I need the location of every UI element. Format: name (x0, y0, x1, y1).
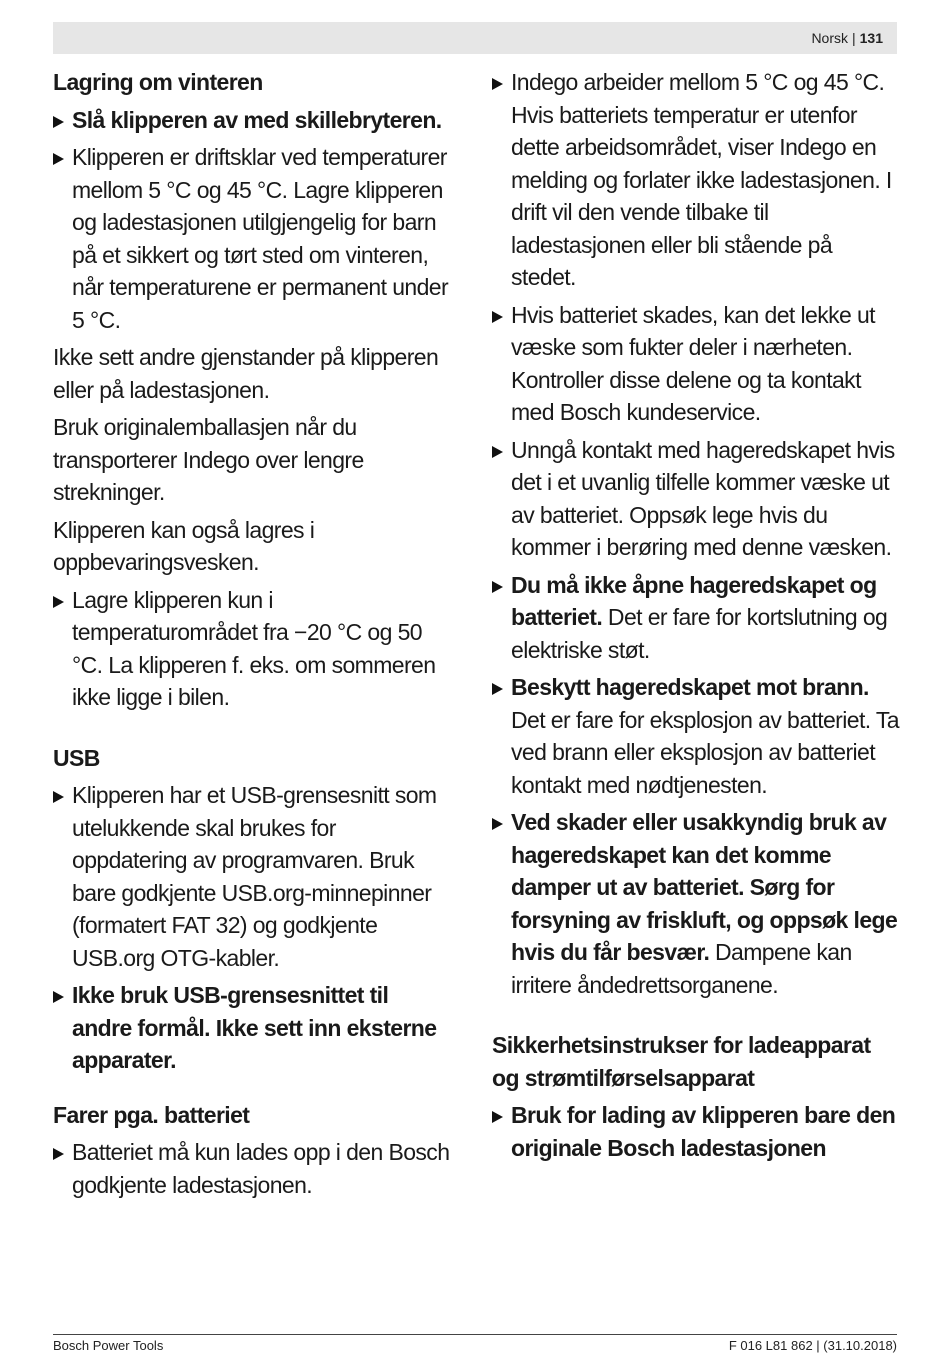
paragraph-storage-bag: Klipperen kan også lagres i oppbevaringsvesken. (53, 516, 315, 575)
bullet-vapors-bold: Ved skader eller usakkyndig bruk av hageredskapet kan det komme damper ut av batteriet. Sørg for forsyning av friskluft, og oppsøk lege hvis du får besvær. (511, 809, 898, 965)
bullet-switch-off: Slå klipperen av med skillebryteren. (53, 104, 453, 137)
bullet-usb-interface: Klipperen har et USB-grensesnitt som utelukkende skal brukes for oppdatering av programvaren. Bruk bare godkjente USB.org-minnepinner (formatert FAT 32) og godkjente USB.org OTG-kabler. (53, 779, 453, 974)
footer-doc-number: F 016 L81 862 | (31.10.2018) (728, 1338, 897, 1353)
heading-battery-hazards: Farer pga. batteriet (53, 1101, 250, 1128)
header-separator: | (852, 30, 856, 46)
bullet-original-charger: Bruk for lading av klipperen bare den originale Bosch ladestasjonen (492, 1099, 902, 1164)
heading-winter-storage: Lagring om vinteren (53, 69, 263, 95)
bullet-battery-leak: Hvis batteriet skades, kan det lekke ut væske som fukter deler i nærheten. Kontroller disse delene og ta kontakt med Bosch kundeservice. (492, 299, 902, 429)
header-section: Norsk (811, 30, 848, 46)
bullet-do-not-open-bold: Du må ikke åpne hageredskapet og batteriet. (511, 571, 877, 630)
paragraph-original-packaging: Bruk originalemballasjen når du transporterer Indego over lengre strekninger. (53, 414, 364, 505)
bullet-vapors-rest: Dampene kan irritere åndedrettsorganene. (511, 939, 852, 998)
bullet-vapors (492, 806, 902, 1001)
paragraph-no-objects: Ikke sett andre gjenstander på klipperen eller på ladestasjonen. (53, 344, 439, 403)
bullet-storage-temp: Lagre klipperen kun i temperaturområdet fra −20 °C og 50 °C. La klipperen f. eks. om sommeren ikke ligge i bilen. (53, 584, 453, 714)
bullet-battery-charging: Batteriet må kun lades opp i den Bosch godkjente ladestasjonen. (53, 1136, 453, 1201)
bullet-do-not-open-rest: Det er fare for kortslutning og elektriske støt. (511, 604, 888, 663)
page-number: 131 (859, 30, 883, 46)
heading-usb: USB (53, 744, 100, 771)
right-column (492, 66, 902, 1164)
footer-publisher: Bosch Power Tools (53, 1338, 164, 1353)
bullet-indego-temp: Indego arbeider mellom 5 °C og 45 °C. Hvis batteriets temperatur er utenfor dette arbeidsområdet, viser Indego en melding og forlater ikke ladestasjonen. I drift vil den vende tilbake til ladestasjonen eller bli stående på stedet. (492, 66, 902, 294)
heading-charger-safety: Sikkerhetsinstrukser for ladeapparat og strømtilførselsapparat (492, 1032, 871, 1091)
bullet-usb-warning: Ikke bruk USB-grensesnittet til andre formål. Ikke sett inn eksterne apparater. (53, 979, 453, 1077)
footer-divider (53, 1334, 897, 1335)
bullet-do-not-open (492, 569, 902, 667)
page-header (53, 22, 897, 54)
bullet-fire-protection-rest: Det er fare for eksplosjon av batteriet. Ta ved brann eller eksplosjon av batteriet kontakt med nødtjenesten. (511, 706, 899, 798)
bullet-fire-protection-bold: Beskytt hageredskapet mot brann. (511, 674, 869, 700)
left-column (53, 66, 453, 1201)
bullet-avoid-contact: Unngå kontakt med hageredskapet hvis det i et uvanlig tilfelle kommer væske ut av batteriet. Oppsøk lege hvis du kommer i berøring med denne væsken. (492, 434, 902, 564)
bullet-operating-temp: Klipperen er driftsklar ved temperaturer mellom 5 °C og 45 °C. Lagre klipperen og ladestasjonen utilgjengelig for barn på et sikkert og tørt sted om vinteren, når temperaturene er permanent under 5 °C. (53, 141, 453, 336)
bullet-fire-protection (492, 671, 902, 801)
